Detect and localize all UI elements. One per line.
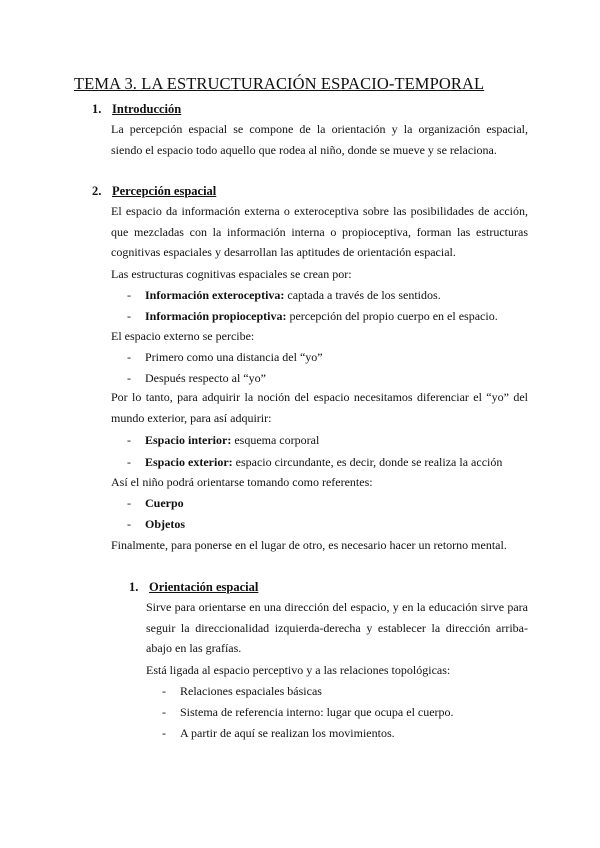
final-line: Finalmente, para ponerse en el lugar de otro, es necesario hacer un retorno mental. bbox=[111, 538, 507, 552]
section-heading-orientacion bbox=[129, 580, 258, 595]
intro-paragraph: La percepción espacial se compone de la orientación y la organización espacial, siendo el espacio todo aquello que rodea al niño, donde se mueve y se relaciona. bbox=[111, 122, 528, 157]
section-heading-introduccion bbox=[92, 102, 181, 117]
list-item: - Primero como una distancia del “yo” bbox=[127, 350, 323, 364]
estructuras-line: Las estructuras cognitivas espaciales se crean por: bbox=[111, 267, 352, 281]
list-item: - Después respecto al “yo” bbox=[127, 371, 266, 385]
section-heading-percepcion bbox=[92, 184, 216, 199]
section-label: Percepción espacial bbox=[112, 184, 217, 198]
list-item: - Información propioceptiva: percepción del propio cuerpo en el espacio. bbox=[127, 309, 498, 323]
section-number: 1. bbox=[92, 102, 102, 116]
list-item: - Objetos bbox=[127, 517, 185, 531]
ligada-line: Está ligada al espacio perceptivo y a las relaciones topológicas: bbox=[146, 663, 451, 677]
percibe-line: El espacio externo se percibe: bbox=[111, 329, 255, 343]
list-item: - A partir de aquí se realizan los movimientos. bbox=[162, 726, 395, 740]
section-number: 1. bbox=[129, 580, 139, 594]
list-item: - Sistema de referencia interno: lugar que ocupa el cuerpo. bbox=[162, 705, 454, 719]
list-item: - Cuerpo bbox=[127, 496, 184, 510]
list-item: - Información exteroceptiva: captada a través de los sentidos. bbox=[127, 288, 441, 302]
referentes-line: Así el niño podrá orientarse tomando como referentes: bbox=[111, 475, 373, 489]
list-item: - Relaciones espaciales básicas bbox=[162, 684, 322, 698]
section-number: 2. bbox=[92, 184, 102, 198]
por-lo-tanto-paragraph: Por lo tanto, para adquirir la noción del espacio necesitamos diferenciar el “yo” del mundo exterior, para así adquirir: bbox=[111, 390, 528, 425]
section-label: Orientación espacial bbox=[149, 580, 259, 594]
list-item: - Espacio exterior: espacio circundante, es decir, donde se realiza la acción bbox=[127, 455, 503, 469]
orientacion-paragraph: Sirve para orientarse en una dirección del espacio, y en la educación sirve para seguir la direccionalidad izquierda-derecha y establecer la dirección arriba-abajo en las grafías. bbox=[146, 600, 528, 655]
page-title: TEMA 3. LA ESTRUCTURACIÓN ESPACIO-TEMPORAL bbox=[74, 74, 485, 93]
percepcion-paragraph: El espacio da información externa o exteroceptiva sobre las posibilidades de acción, que mezcladas con la información interna o propioceptiva, forman las estructuras cognitivas espaciales y desarrollan las aptitudes de orientación espacial. bbox=[111, 204, 528, 259]
section-label: Introducción bbox=[112, 102, 182, 116]
list-item: - Espacio interior: esquema corporal bbox=[127, 433, 320, 447]
